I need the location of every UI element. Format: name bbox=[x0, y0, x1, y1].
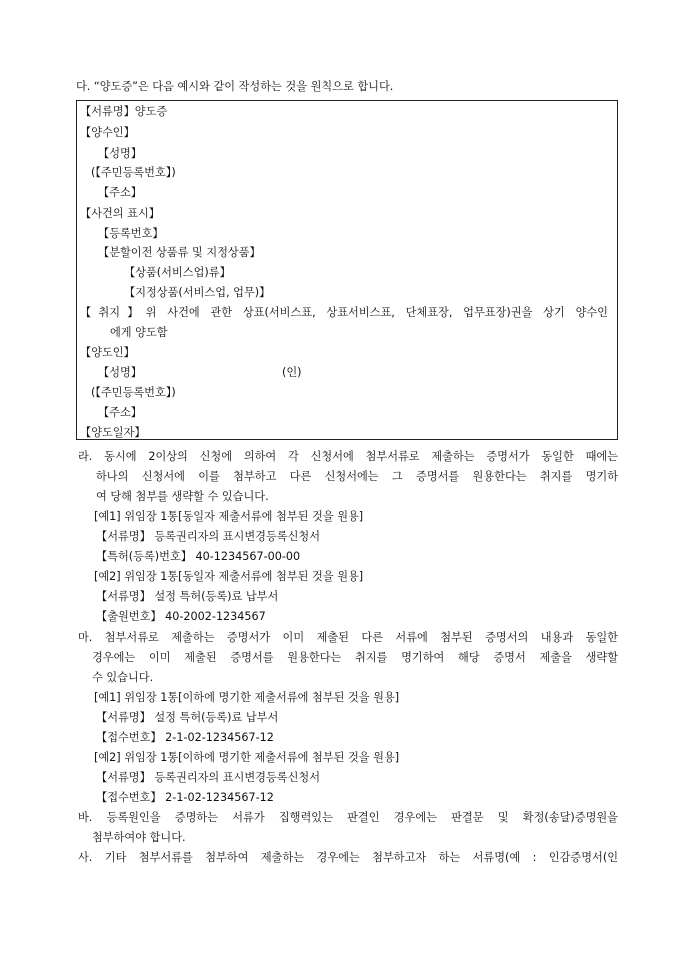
form-assignor: 【양도인】 bbox=[80, 346, 135, 359]
section-sa-line-1: 사. 기타 첨부서류를 첨부하여 제출하는 경우에는 첨부하고자 하는 서류명(예 : 인감증명서(인 bbox=[78, 851, 618, 864]
form-assignee-id: (【주민등록번호】) bbox=[91, 166, 176, 179]
section-ba-line-2: 첨부하여야 합니다. bbox=[92, 831, 186, 844]
form-assignee-address: 【주소】 bbox=[98, 186, 142, 199]
form-doc-name: 【서류명】양도증 bbox=[80, 105, 168, 118]
section-ra-example-1-head: [예1] 위임장 1통[동일자 제출서류에 첨부된 것을 원용] bbox=[94, 510, 364, 523]
form-assignee: 【양수인】 bbox=[80, 126, 135, 139]
section-ma-example-1-number: 【접수번호】 2-1-02-1234567-12 bbox=[96, 731, 274, 744]
section-ma-example-1-doc: 【서류명】 설정 특허(등록)료 납부서 bbox=[96, 711, 279, 724]
form-goods-class: 【상품(서비스업)류】 bbox=[124, 266, 231, 279]
section-ra-example-2-doc: 【서류명】 설정 특허(등록)료 납부서 bbox=[96, 590, 279, 603]
section-ra-line-2: 하나의 신청서에 이를 첨부하고 다른 신청서에는 그 증명서를 원용한다는 취지를 명기하 bbox=[96, 470, 618, 483]
form-transfer-date: 【양도일자】 bbox=[80, 426, 146, 439]
form-assignee-name: 【성명】 bbox=[98, 147, 142, 160]
section-ma-example-2-number: 【접수번호】 2-1-02-1234567-12 bbox=[96, 791, 274, 804]
section-ma-example-2-head: [예2] 위임장 1통[이하에 명기한 제출서류에 첨부된 것을 원용] bbox=[94, 751, 400, 764]
section-ba-line-1: 바. 등록원인을 증명하는 서류가 집행력있는 판결인 경우에는 판결문 및 확정(송달)증명원을 bbox=[78, 811, 618, 824]
form-reg-number: 【등록번호】 bbox=[98, 227, 164, 240]
form-split-transfer: 【분할이전 상품류 및 지정상품】 bbox=[98, 246, 261, 259]
form-assignor-name: 【성명】 bbox=[98, 366, 142, 379]
form-assignor-address: 【주소】 bbox=[98, 406, 142, 419]
section-ra-example-1-doc: 【서류명】 등록권리자의 표시변경등록신청서 bbox=[96, 530, 321, 543]
form-assignor-id: (【주민등록번호】) bbox=[91, 386, 176, 399]
section-ra-example-2-head: [예2] 위임장 1통[동일자 제출서류에 첨부된 것을 원용] bbox=[94, 570, 364, 583]
form-purpose-line-2: 에게 양도함 bbox=[110, 326, 168, 339]
section-ra-example-1-number: 【특허(등록)번호】 40-1234567-00-00 bbox=[96, 550, 301, 563]
section-ma-example-1-head: [예1] 위임장 1통[이하에 명기한 제출서류에 첨부된 것을 원용] bbox=[94, 691, 400, 704]
form-purpose-line-1: 【취지】위 사건에 관한 상표(서비스표, 상표서비스표, 단체표장, 업무표장)권을 상기 양수인 bbox=[80, 306, 608, 319]
intro-heading: 다. “양도증”은 다음 예시와 같이 작성하는 것을 원칙으로 합니다. bbox=[76, 80, 394, 93]
section-ma-line-1: 마. 첨부서류로 제출하는 증명서가 이미 제출된 다른 서류에 첨부된 증명서의 내용과 동일한 bbox=[78, 631, 618, 644]
section-ra-line-1: 라. 동시에 2이상의 신청에 의하여 각 신청서에 첨부서류로 제출하는 증명서가 동일한 때에는 bbox=[78, 450, 618, 463]
section-ma-line-3: 수 있습니다. bbox=[92, 671, 154, 684]
section-ma-example-2-doc: 【서류명】 등록권리자의 표시변경등록신청서 bbox=[96, 771, 321, 784]
section-ra-line-3: 여 당해 첨부를 생략할 수 있습니다. bbox=[96, 490, 269, 503]
form-designated-goods: 【지정상품(서비스업, 업무)】 bbox=[124, 286, 271, 299]
form-case-display: 【사건의 표시】 bbox=[80, 207, 160, 220]
section-ma-line-2: 경우에는 이미 제출된 증명서를 원용한다는 취지를 명기하여 해당 증명서 제출을 생략할 bbox=[92, 651, 618, 664]
section-ra-example-2-number: 【출원번호】 40-2002-1234567 bbox=[96, 610, 266, 623]
form-seal-mark: (인) bbox=[282, 366, 302, 379]
